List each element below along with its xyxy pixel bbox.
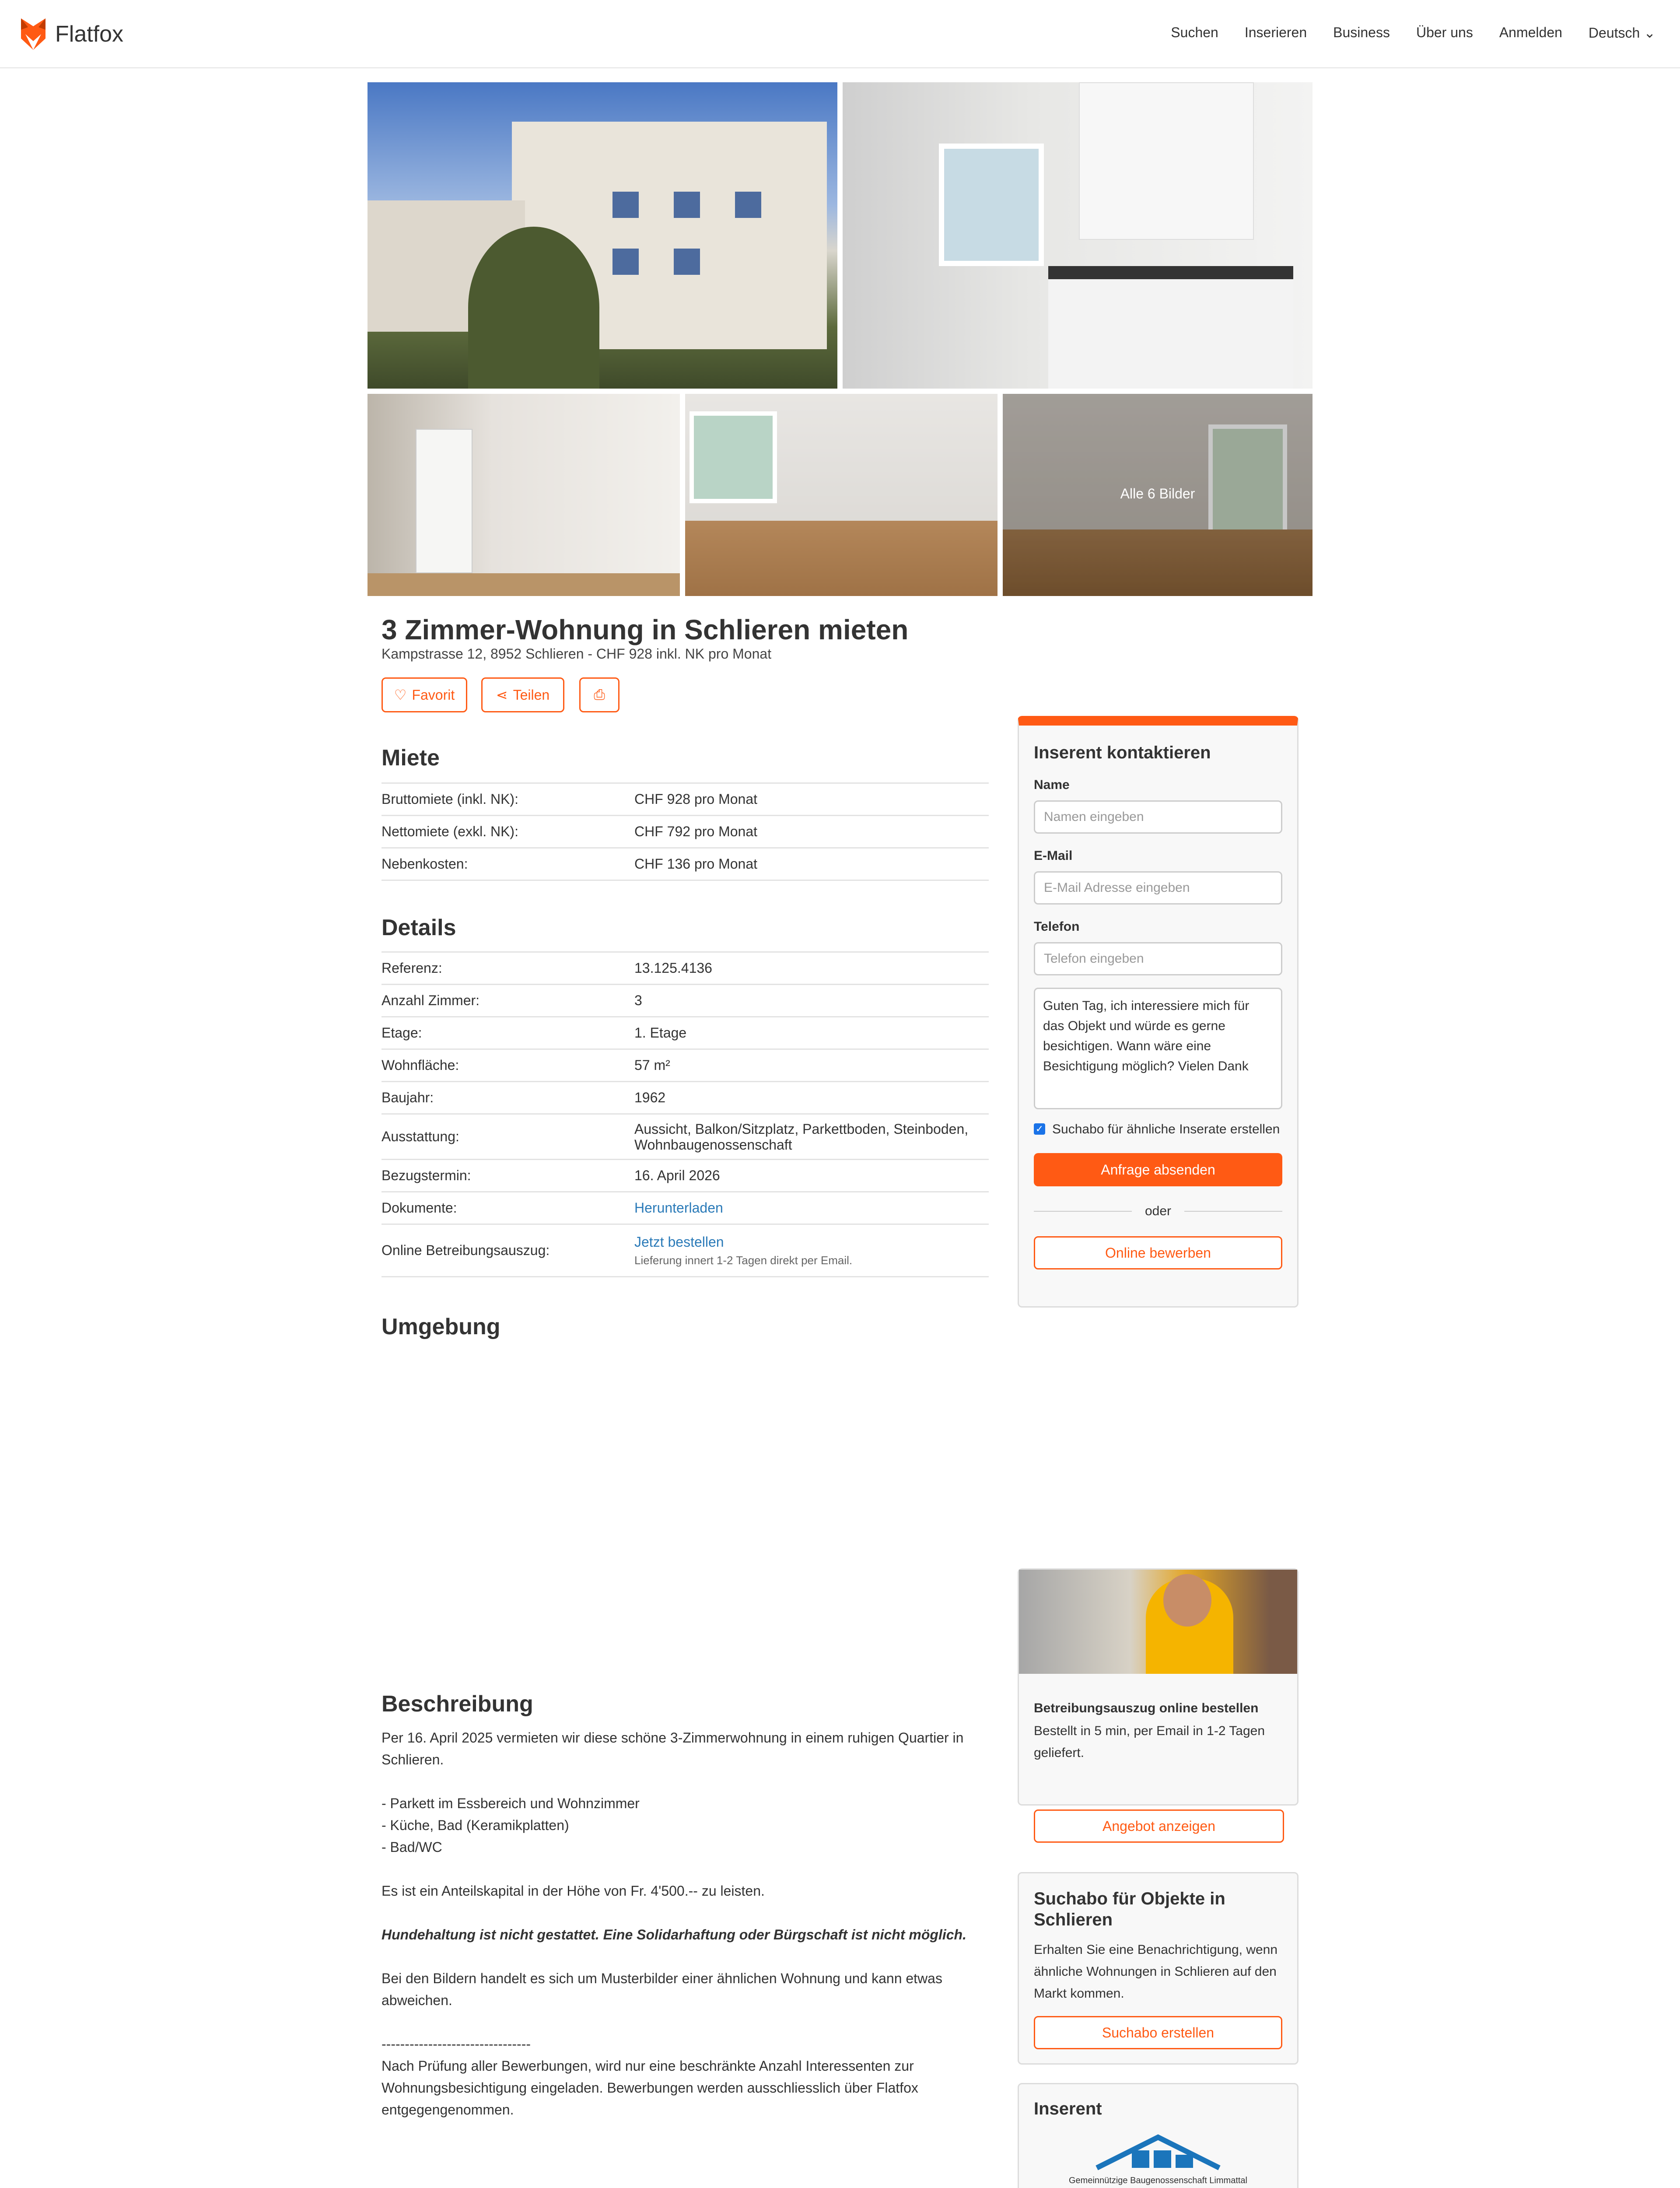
nav-inserieren[interactable]: Inserieren [1244,25,1307,40]
chevron-down-icon: ⌄ [1644,25,1656,41]
photo-gallery[interactable] [368,82,1312,596]
print-button[interactable] [579,677,620,712]
desc-paragraph-emphasis: Hundehaltung ist nicht gestattet. Eine Solidarhaftung oder Bürgschaft ist nicht möglich. [382,1927,966,1943]
desc-paragraph: Per 16. April 2025 vermieten wir diese schöne 3-Zimmerwohnung in einem ruhigen Quartier in Schlieren. [382,1730,964,1767]
name-input[interactable]: Namen eingeben [1034,800,1282,834]
checkbox-checked-icon[interactable]: ✓ [1034,1123,1045,1135]
row-value: CHF 792 pro Monat [634,824,758,839]
row-value: 57 m² [634,1057,670,1073]
row-key: Online Betreibungsauszug: [382,1242,550,1258]
row-value: 13.125.4136 [634,960,712,976]
share-label: Teilen [513,687,550,703]
description-text [382,1727,976,2121]
share-icon: ⋖ [496,687,508,703]
table-row [382,1082,989,1115]
photo-room[interactable] [685,394,998,596]
searchabo-card [1018,1872,1298,2065]
contact-card [1018,716,1298,1308]
desc-paragraph: Bei den Bildern handelt es sich um Musterbilder einer ähnlichen Wohnung und kann etwas abweichen. [382,1971,942,2008]
row-key: Anzahl Zimmer: [382,992,480,1008]
environment-map[interactable] [382,1357,989,1654]
desc-paragraph: Nach Prüfung aller Bewerbungen, wird nur eine beschränkte Anzahl Interessenten zur Wohnungsbesichtigung eingeladen. Bewerbungen werden ausschliesslich über Flatfox entgegengenommen. [382,2058,918,2118]
apply-online-button[interactable]: Online bewerben [1034,1236,1282,1269]
table-row [382,816,989,849]
main-nav [1171,25,1656,41]
heart-icon: ♡ [394,687,407,703]
row-key: Referenz: [382,960,442,976]
row-key: Ausstattung: [382,1129,459,1144]
description-heading: Beschreibung [382,1691,533,1717]
environment-heading: Umgebung [382,1314,500,1339]
row-key: Wohnfläche: [382,1057,459,1073]
nav-ueber-uns[interactable]: Über uns [1416,25,1473,40]
order-extract-link[interactable]: Jetzt bestellen [634,1234,724,1250]
row-key: Bezugstermin: [382,1168,471,1183]
advertiser-logo [1034,2133,1282,2186]
show-offer-button[interactable]: Angebot anzeigen [1034,1809,1284,1843]
table-row [382,1225,989,1277]
details-table [382,951,989,1277]
searchabo-text: Erhalten Sie eine Benachrichtigung, wenn ähnliche Wohnungen in Schlieren auf den Markt kommen. [1034,1943,1278,2001]
language-menu[interactable] [1589,25,1656,41]
fox-icon [19,17,47,52]
desc-list-item: - Bad/WC [382,1839,442,1855]
photo-hallway[interactable] [368,394,680,596]
rent-heading: Miete [382,745,440,771]
contact-heading: Inserent kontaktieren [1034,743,1211,762]
searchabo-title: Suchabo für Objekte in Schlieren [1034,1889,1225,1929]
flatfox-logo[interactable] [19,17,123,52]
desc-paragraph: Es ist ein Anteilskapital in der Höhe von Fr. 4'500.-- zu leisten. [382,1883,765,1899]
rent-table [382,782,989,881]
table-row [382,1017,989,1050]
table-row [382,985,989,1017]
desc-separator: -------------------------------- [382,2036,531,2052]
email-label: E-Mail [1034,849,1073,863]
searchabo-checkbox-row[interactable] [1034,1119,1282,1140]
language-label: Deutsch [1588,25,1640,41]
photo-kitchen[interactable] [843,82,1312,389]
all-photos-label[interactable]: Alle 6 Bilder [1120,486,1195,501]
promo-text: Bestellt in 5 min, per Email in 1-2 Tagen geliefert. [1034,1724,1265,1760]
row-value: 16. April 2026 [634,1168,720,1183]
nav-anmelden[interactable]: Anmelden [1499,25,1562,40]
nav-business[interactable]: Business [1333,25,1390,40]
documents-download-link[interactable]: Herunterladen [634,1200,723,1216]
nav-suchen[interactable]: Suchen [1171,25,1218,40]
photo-living[interactable] [1003,394,1312,596]
gbl-logo-icon [1088,2133,1228,2172]
table-row [382,784,989,816]
promo-title: Betreibungsauszug online bestellen [1034,1701,1259,1715]
page-title: 3 Zimmer-Wohnung in Schlieren mieten [382,614,909,645]
row-value: 1. Etage [634,1025,687,1041]
promo-image [1019,1570,1297,1674]
desc-list-item: - Küche, Bad (Keramikplatten) [382,1817,569,1833]
row-value: CHF 928 pro Monat [634,791,758,807]
or-label: oder [1144,1204,1172,1218]
advertiser-card [1018,2083,1298,2188]
row-key: Nebenkosten: [382,856,468,872]
or-divider [1034,1204,1282,1219]
listing-subtitle: Kampstrasse 12, 8952 Schlieren - CHF 928 inkl. NK pro Monat [382,646,772,662]
name-label: Name [1034,778,1070,792]
delivery-note: Lieferung innert 1-2 Tagen direkt per Email. [634,1253,853,1267]
photo-building[interactable] [368,82,837,389]
favorite-button[interactable] [382,677,467,712]
table-row [382,1115,989,1160]
row-value: 1962 [634,1090,666,1105]
row-value: CHF 136 pro Monat [634,856,758,872]
desc-list-item: - Parkett im Essbereich und Wohnzimmer [382,1795,640,1811]
row-key: Etage: [382,1025,422,1041]
table-row [382,1192,989,1225]
printer-icon: ⎙ [594,687,605,702]
email-input[interactable]: E-Mail Adresse eingeben [1034,871,1282,905]
logo-text: Flatfox [55,21,124,47]
details-heading: Details [382,915,456,940]
row-key: Dokumente: [382,1200,457,1216]
message-textarea[interactable]: Guten Tag, ich interessiere mich für das Objekt und würde es gerne besichtigen. Wann wäre eine Besichtigung möglich? Vielen Dank [1034,988,1282,1109]
table-row [382,1160,989,1192]
table-row [382,1050,989,1082]
row-value: Aussicht, Balkon/Sitzplatz, Parkettboden, Steinboden, Wohnbaugenossenschaft [634,1121,969,1153]
site-header [0,0,1680,68]
table-row [382,953,989,985]
row-key: Baujahr: [382,1090,434,1105]
row-key: Bruttomiete (inkl. NK): [382,791,518,807]
row-key: Nettomiete (exkl. NK): [382,824,518,839]
submit-inquiry-button[interactable]: Anfrage absenden [1034,1153,1282,1186]
searchabo-checkbox-label: Suchabo für ähnliche Inserate erstellen [1052,1122,1280,1136]
phone-input[interactable]: Telefon eingeben [1034,942,1282,975]
row-value: 3 [634,992,642,1008]
advertiser-heading: Inserent [1034,2099,1102,2118]
table-row [382,849,989,881]
advertiser-logo-text: Gemeinnützige Baugenossenschaft Limmattal [1068,2176,1247,2185]
favorite-label: Favorit [412,687,455,703]
promo-card [1018,1568,1298,1834]
share-button[interactable] [481,677,564,712]
phone-label: Telefon [1034,919,1080,934]
create-searchabo-button[interactable]: Suchabo erstellen [1034,2016,1282,2049]
